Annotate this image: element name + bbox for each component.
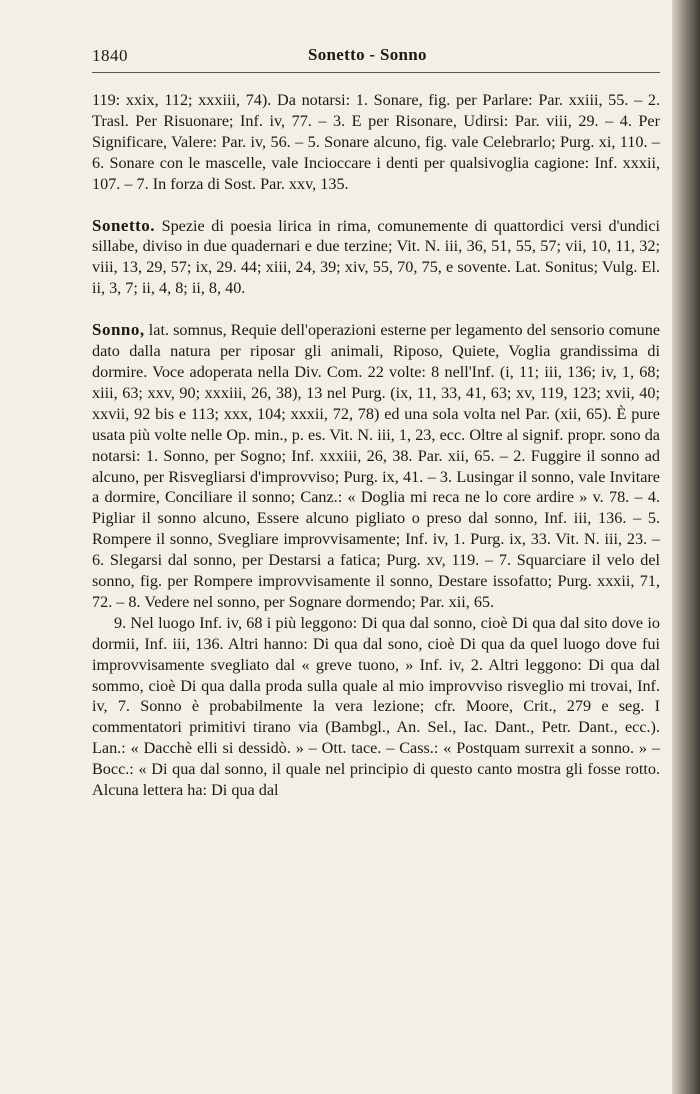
page-header [92,42,660,72]
definition-sonetto: Spezie di poesia lirica in rima, comunemente di quattordici versi d'undici sillabe, diviso in due quadernari e due terzine; Vit. N. iii, 36, 51, 55, 57; vii, 10, 11, 32; viii, 13, 29, 57; ix, 29. 44; xiii, 24, 39; xiv, 55, 70, 75, e sovente. Lat. Sonitus; Vulg. El. ii, 3, 7; ii, 4, 8; ii, 8, 40. [92,216,660,298]
page-number: 1840 [92,46,128,65]
entry-sonno [92,320,660,613]
book-spine-shadow [672,0,700,1094]
page-text [92,90,660,801]
headword-sonno: Sonno, [92,320,145,340]
continuation-paragraph: 119: xxix, 112; xxxiii, 74). Da notarsi: 1. Sonare, fig. per Parlare: Par. xxiii, 55. – 2. Trasl. Per Risuonare; Inf. iv, 77. – 3. E per Risonare, Udirsi: Par. viii, 29. – 4. Per Significare, Valere: Par. iv, 56. – 5. Sonare alcuno, fig. vale Celebrarlo; Purg. xi, 110. – 6. Sonare con le mascelle, vale Incioccare i denti per qualsivoglia cagione: Inf. xxxii, 107. – 7. In forza di Sost. Par. xxv, 135. [92,91,660,193]
headword-sonetto: Sonetto. [92,215,156,235]
sonno-paragraph-9: 9. Nel luogo Inf. iv, 68 i più leggono: Di qua dal sonno, cioè Di qua dal sito dove io dormii, Inf. iii, 136. Altri hanno: Di qua dal sono, cioè Di qua da quel luogo dove fui improvvisamente svegliato dal « greve tuono, » Inf. iv, 2. Altri leggono: Di qua dal sommo, cioè Di qua dalla proda sulla quale al mio improvviso risveglio mi trovai, Inf. iv, 7. Sonno è probabilmente la vera lezione; cfr. Moore, Crit., 279 e seg. I commentatori primitivi tirano via (Bambgl., An. Sel., Iac. Dant., Petr. Dant., ecc.). Lan.: « Dacchè elli si dessidò. » – Ott. tace. – Cass.: « Postquam surrexit a sonno. » – Bocc.: « Di qua dal sonno, il quale nel principio di questo canto mostra gli fosse rotto. Alcuna lettera ha: Di qua dal [92,613,660,800]
definition-sonno: lat. somnus, Requie dell'operazioni esterne per legamento del sensorio comune dato dalla natura per riposar gli animali, Riposo, Quiete, Voglia grandissima di dormire. Voce adoperata nella Div. Com. 22 volte: 8 nell'Inf. (i, 11; iii, 136; iv, 1, 68; xiii, 63; xxv, 90; xxxiii, 26, 38), 13 nel Purg. (ix, 11, 33, 41, 63; xv, 119, 123; xvii, 40; xxvii, 92 bis e 113; xxx, 104; xxxii, 72, 78) ed una sola volta nel Par. (xii, 65). È pure usata più volte nelle Op. min., p. es. Vit. N. iii, 1, 23, ecc. Oltre al signif. propr. sono da notarsi: 1. Sonno, per Sogno; Inf. xxxiii, 26, 38. Par. xii, 65. – 2. Fuggire il sonno ad alcuno, per Risvegliarsi d'improvviso; Purg. ix, 41. – 3. Lusingar il sonno, vale Invitare a dormire, Conciliare il sonno; Canz.: « Doglia mi reca ne lo core ardire » v. 78. – 4. Pigliar il sonno alcuno, Essere alcuno pigliato o preso dal sonno, Inf. iii, 136. – 5. Rompere il sonno, Svegliare improvvisamente; Inf. iv, 1. Purg. ix, 33. Vit. N. iii, 23. – 6. Slegarsi dal sonno, per Destarsi a fatica; Purg. xv, 119. – 7. Squarciare il velo del sonno, fig. per Rompere improvvisamente il sonno, Destare issofatto; Purg. xxxii, 71, 72. – 8. Vedere nel sonno, per Sognare dormendo; Par. xii, 65. [92,321,661,611]
header-rule [92,72,660,73]
entry-sonetto [92,216,660,300]
running-head: Sonetto - Sonno [308,45,427,64]
